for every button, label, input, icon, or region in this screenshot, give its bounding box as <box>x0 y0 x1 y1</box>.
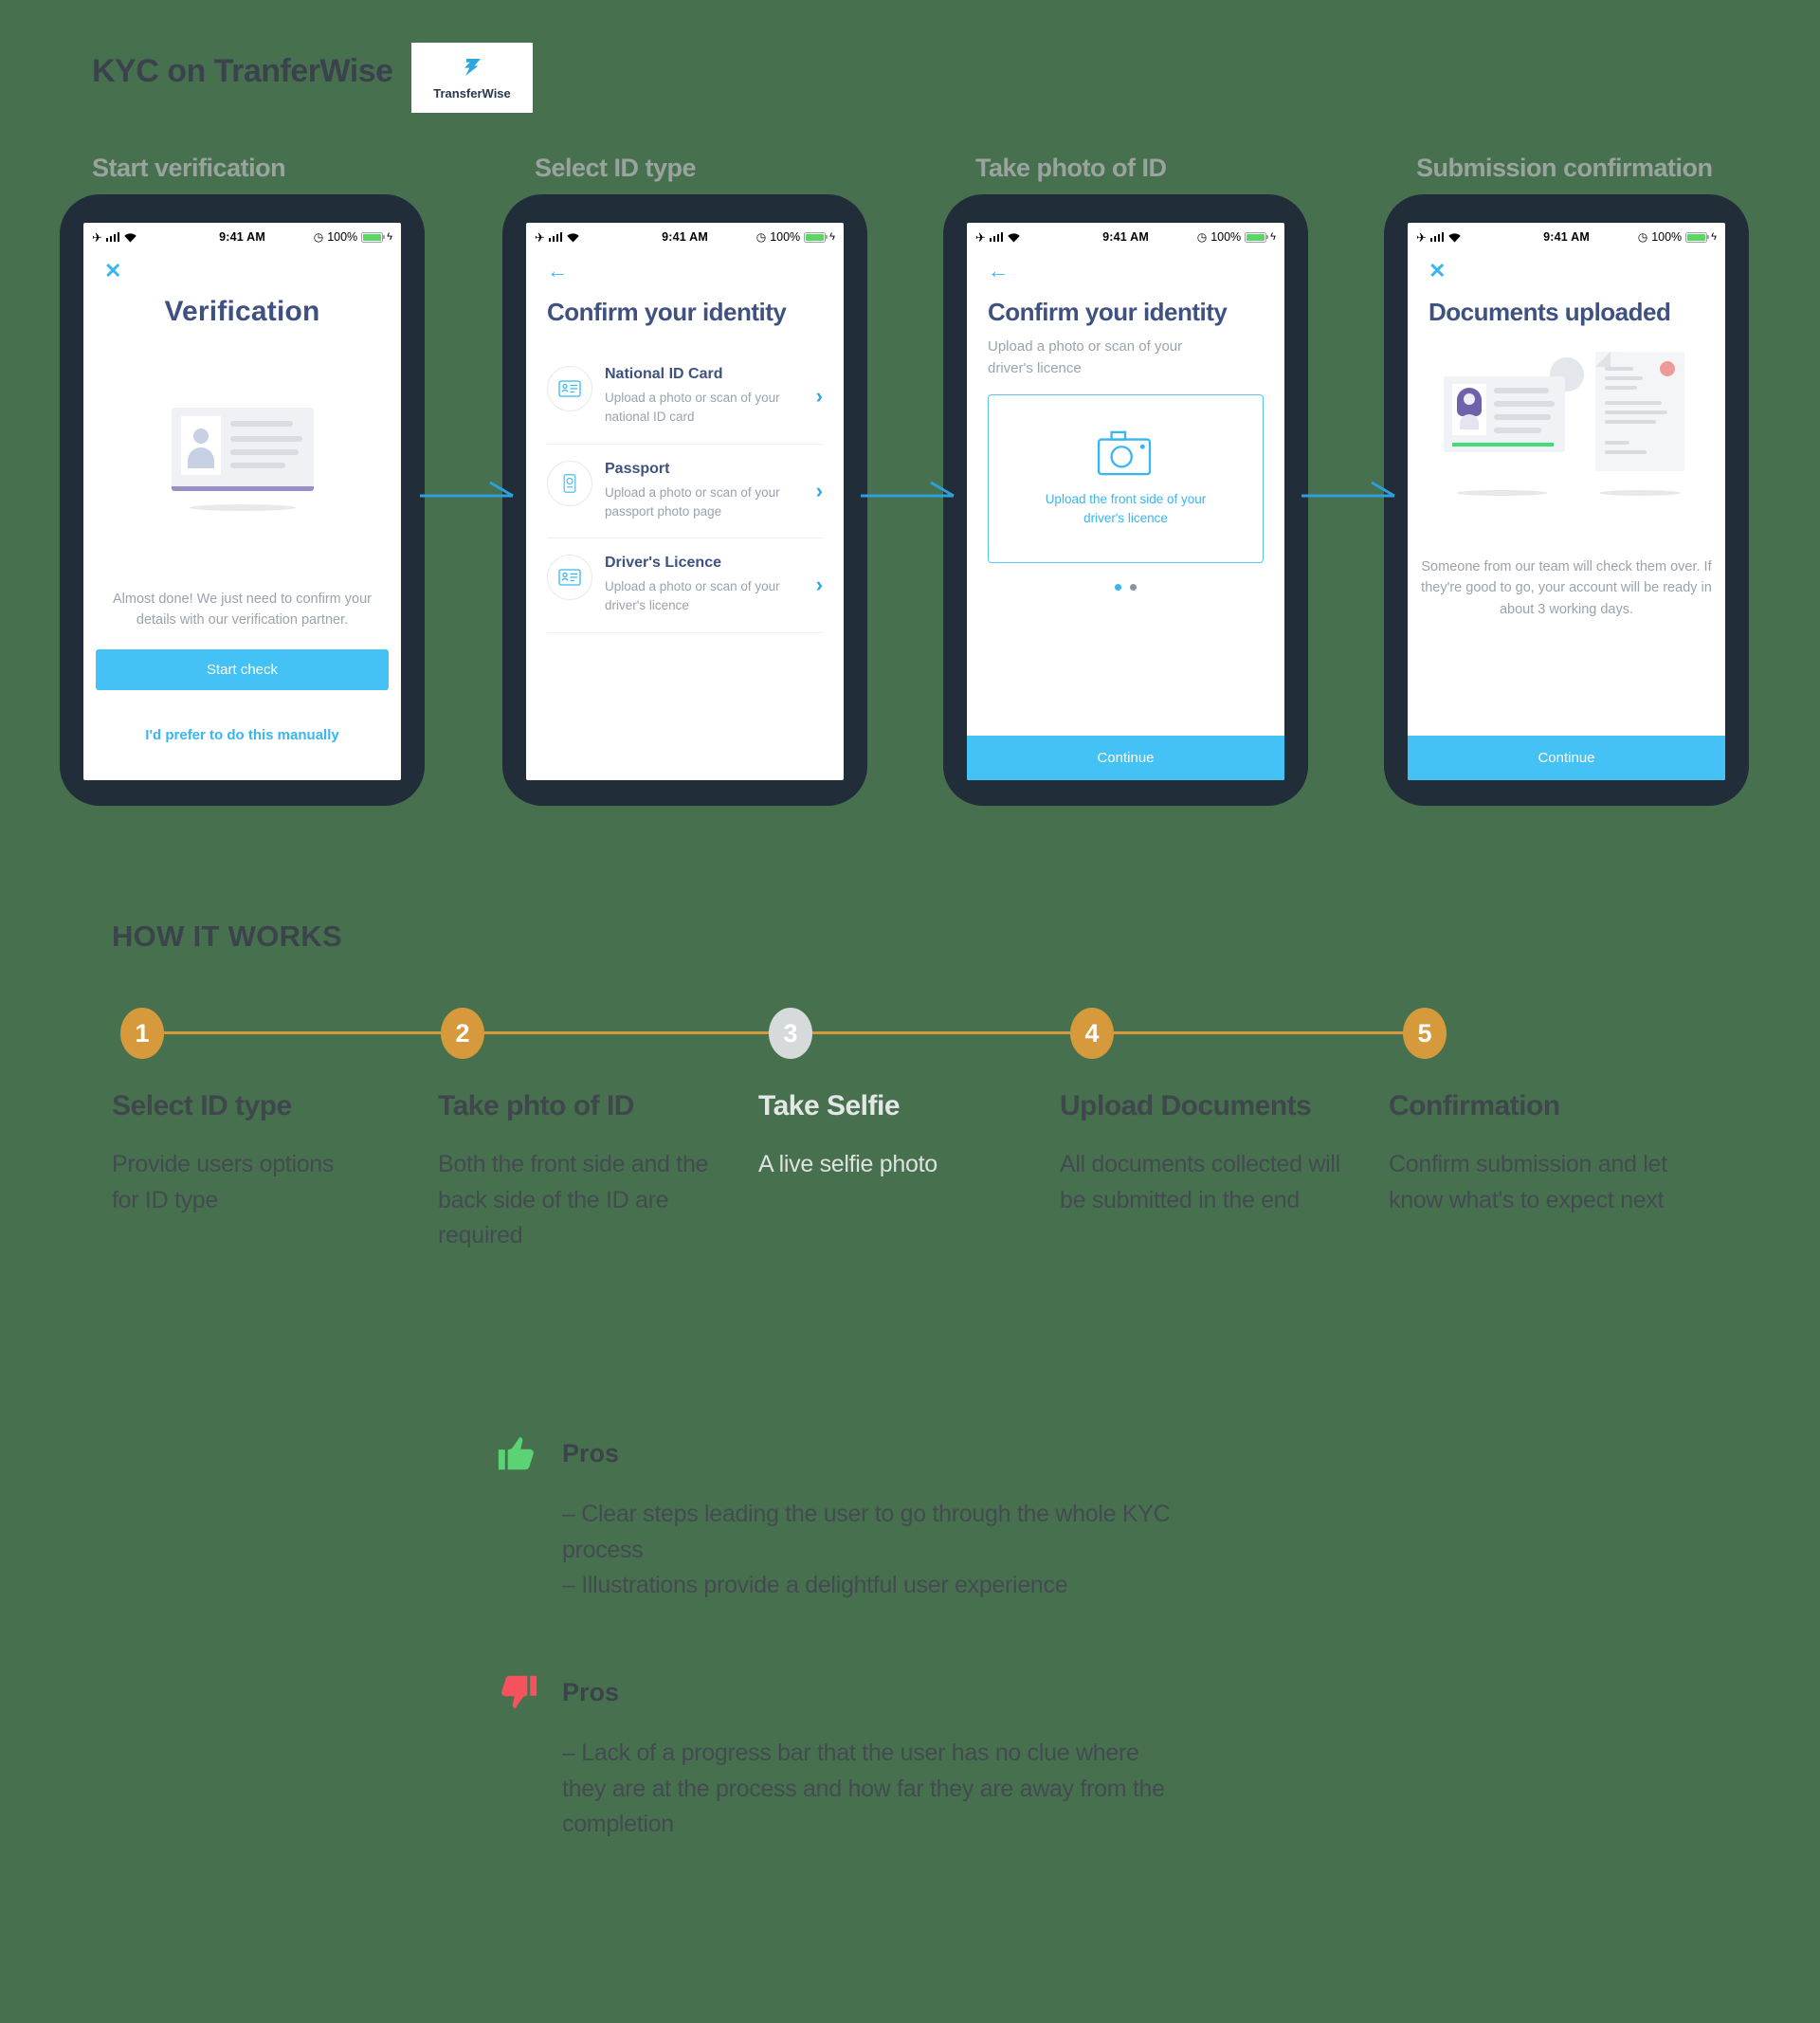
status-time: 9:41 AM <box>1543 230 1590 244</box>
charging-bolt-icon: ϟ <box>829 231 835 243</box>
screen-content <box>967 251 1284 780</box>
page-dot-inactive <box>1130 584 1137 591</box>
phone-frame <box>60 194 425 806</box>
step-2 <box>438 1090 722 1254</box>
phone-select-id-type <box>502 154 867 806</box>
airplane-mode-icon: ✈ <box>535 229 545 245</box>
review-description: Someone from our team will check them over. If they're good to go, your account will be ready in about 3 working days. <box>1421 559 1712 617</box>
item-title: Passport <box>605 460 670 477</box>
battery-percent: 100% <box>770 230 801 244</box>
phone-screen <box>1408 223 1725 780</box>
cons-heading: Pros <box>562 1678 620 1706</box>
phone-label: Take photo of ID <box>975 154 1167 182</box>
status-bar <box>526 223 844 251</box>
screen-title: Confirm your identity <box>988 298 1228 326</box>
step-title: Confirmation <box>1389 1090 1560 1121</box>
step-5 <box>1389 1090 1692 1218</box>
phone-screen <box>83 223 401 780</box>
item-title: National ID Card <box>605 366 723 382</box>
id-type-list <box>547 350 823 633</box>
list-item-national-id[interactable] <box>547 350 823 445</box>
step-title: Take Selfie <box>758 1090 901 1121</box>
status-bar <box>83 223 401 251</box>
phone-label: Submission confirmation <box>1416 154 1713 182</box>
cell-signal-icon <box>106 232 120 242</box>
item-description: Upload a photo or scan of your driver's licence <box>605 579 780 613</box>
pros-items <box>562 1497 1174 1604</box>
battery-icon <box>361 232 383 243</box>
list-item-drivers-licence[interactable] <box>547 538 823 633</box>
chevron-right-icon: › <box>815 478 823 502</box>
step-4 <box>1060 1090 1354 1218</box>
screen-content <box>83 251 401 780</box>
airplane-mode-icon: ✈ <box>975 229 986 245</box>
phone-start-verification <box>60 154 425 806</box>
cons-section <box>496 1668 1178 1843</box>
continue-button[interactable]: Continue <box>1408 736 1725 780</box>
step-circle-3: 3 <box>769 1008 812 1059</box>
phone-take-photo-of-id <box>943 154 1308 806</box>
orientation-lock-icon: ◷ <box>1637 230 1648 244</box>
flow-arrow-1 <box>418 479 519 503</box>
item-description: Upload a photo or scan of your passport photo page <box>605 484 780 519</box>
back-arrow-icon[interactable]: ← <box>547 259 568 282</box>
upload-dropzone[interactable] <box>988 394 1264 563</box>
close-icon[interactable]: ✕ <box>1429 259 1447 282</box>
step-circle-2: 2 <box>441 1008 484 1059</box>
verification-description: Almost done! We just need to confirm your details with our verification partner. <box>113 592 372 629</box>
cons-item: – Lack of a progress bar that the user has no clue where they are at the process and how far they are away from the completion <box>562 1740 1165 1837</box>
orientation-lock-icon: ◷ <box>1196 230 1208 244</box>
id-card-illustration <box>172 408 314 511</box>
wifi-icon <box>566 232 580 243</box>
wifi-icon <box>1007 232 1021 243</box>
cell-signal-icon <box>1430 232 1445 242</box>
step-circle-5: 5 <box>1403 1008 1447 1059</box>
flow-arrow-2 <box>859 479 959 503</box>
list-item-passport[interactable] <box>547 445 823 539</box>
battery-icon <box>1245 232 1266 243</box>
item-description: Upload a photo or scan of your national ID card <box>605 391 780 425</box>
step-title: Select ID type <box>112 1090 292 1121</box>
phone-label: Select ID type <box>535 154 697 182</box>
orientation-lock-icon: ◷ <box>313 230 324 244</box>
screen-subtitle: Upload a photo or scan of your driver's licence <box>988 338 1183 376</box>
step-description: Both the front side and the back side of the ID are required <box>438 1151 709 1248</box>
step-title: Take phto of ID <box>438 1090 634 1121</box>
phone-screen <box>967 223 1284 780</box>
step-description: Provide users options for ID type <box>112 1151 335 1213</box>
phone-label: Start verification <box>92 154 286 182</box>
step-circle-1: 1 <box>120 1008 164 1059</box>
step-description: A live selfie photo <box>758 1151 937 1177</box>
back-arrow-icon[interactable]: ← <box>988 259 1009 282</box>
step-description: Confirm submission and let know what's to expect next <box>1389 1151 1667 1213</box>
screen-title: Verification <box>164 296 320 327</box>
manual-verification-link[interactable]: I'd prefer to do this manually <box>145 727 339 743</box>
transferwise-brand-text: TransferWise <box>433 85 511 100</box>
cell-signal-icon <box>549 232 563 242</box>
camera-icon <box>1097 429 1156 477</box>
thumbs-up-icon <box>496 1431 539 1475</box>
documents-illustration <box>1429 352 1704 513</box>
battery-percent: 100% <box>327 230 358 244</box>
start-check-button[interactable]: Start check <box>96 649 389 690</box>
screen-title: Documents uploaded <box>1429 298 1671 326</box>
charging-bolt-icon: ϟ <box>387 231 392 243</box>
wifi-icon <box>123 232 137 243</box>
status-time: 9:41 AM <box>1102 230 1149 244</box>
how-it-works-heading: HOW IT WORKS <box>112 920 342 953</box>
cell-signal-icon <box>990 232 1004 242</box>
status-bar <box>1408 223 1725 251</box>
step-1 <box>112 1090 349 1218</box>
phone-screen <box>526 223 844 780</box>
airplane-mode-icon: ✈ <box>1416 229 1427 245</box>
step-3 <box>758 1090 1043 1183</box>
charging-bolt-icon: ϟ <box>1711 231 1717 243</box>
transferwise-logo <box>411 43 533 113</box>
chevron-right-icon: › <box>815 573 823 597</box>
passport-icon <box>547 461 592 506</box>
national-id-icon <box>547 366 592 411</box>
item-title: Driver's Licence <box>605 555 721 571</box>
battery-percent: 100% <box>1210 230 1242 244</box>
drivers-licence-icon <box>547 555 592 600</box>
flow-arrow-3 <box>1300 479 1400 503</box>
screen-content <box>1408 251 1725 780</box>
charging-bolt-icon: ϟ <box>1270 231 1276 243</box>
orientation-lock-icon: ◷ <box>755 230 767 244</box>
screen-content <box>526 251 844 780</box>
status-time: 9:41 AM <box>219 230 265 244</box>
page-title: KYC on TranferWise <box>92 53 393 89</box>
wifi-icon <box>1447 232 1462 243</box>
screen-title: Confirm your identity <box>547 298 787 326</box>
phone-frame <box>1384 194 1749 806</box>
upload-caption: Upload the front side of your driver's licence <box>1045 491 1207 525</box>
transferwise-flag-icon <box>461 56 483 83</box>
close-icon[interactable]: ✕ <box>104 259 122 282</box>
page-dot-active <box>1115 584 1121 591</box>
battery-icon <box>804 232 826 243</box>
page-indicator <box>988 584 1264 591</box>
chevron-right-icon: › <box>815 384 823 409</box>
status-time: 9:41 AM <box>662 230 708 244</box>
step-description: All documents collected will be submitted in the end <box>1060 1151 1340 1213</box>
airplane-mode-icon: ✈ <box>92 229 102 245</box>
cons-items <box>562 1736 1174 1843</box>
status-bar <box>967 223 1284 251</box>
pros-heading: Pros <box>562 1439 620 1467</box>
pros-item: – Clear steps leading the user to go through the whole KYC process <box>562 1501 1171 1563</box>
phone-frame <box>943 194 1308 806</box>
battery-percent: 100% <box>1651 230 1683 244</box>
phone-submission-confirmation <box>1384 154 1749 806</box>
battery-icon <box>1685 232 1707 243</box>
pros-item: – Illustrations provide a delightful user experience <box>562 1572 1068 1598</box>
pros-section <box>496 1430 1178 1604</box>
phone-frame <box>502 194 867 806</box>
step-circle-4: 4 <box>1070 1008 1114 1059</box>
continue-button[interactable]: Continue <box>967 736 1284 780</box>
step-title: Upload Documents <box>1060 1090 1312 1121</box>
thumbs-down-icon <box>496 1670 539 1714</box>
